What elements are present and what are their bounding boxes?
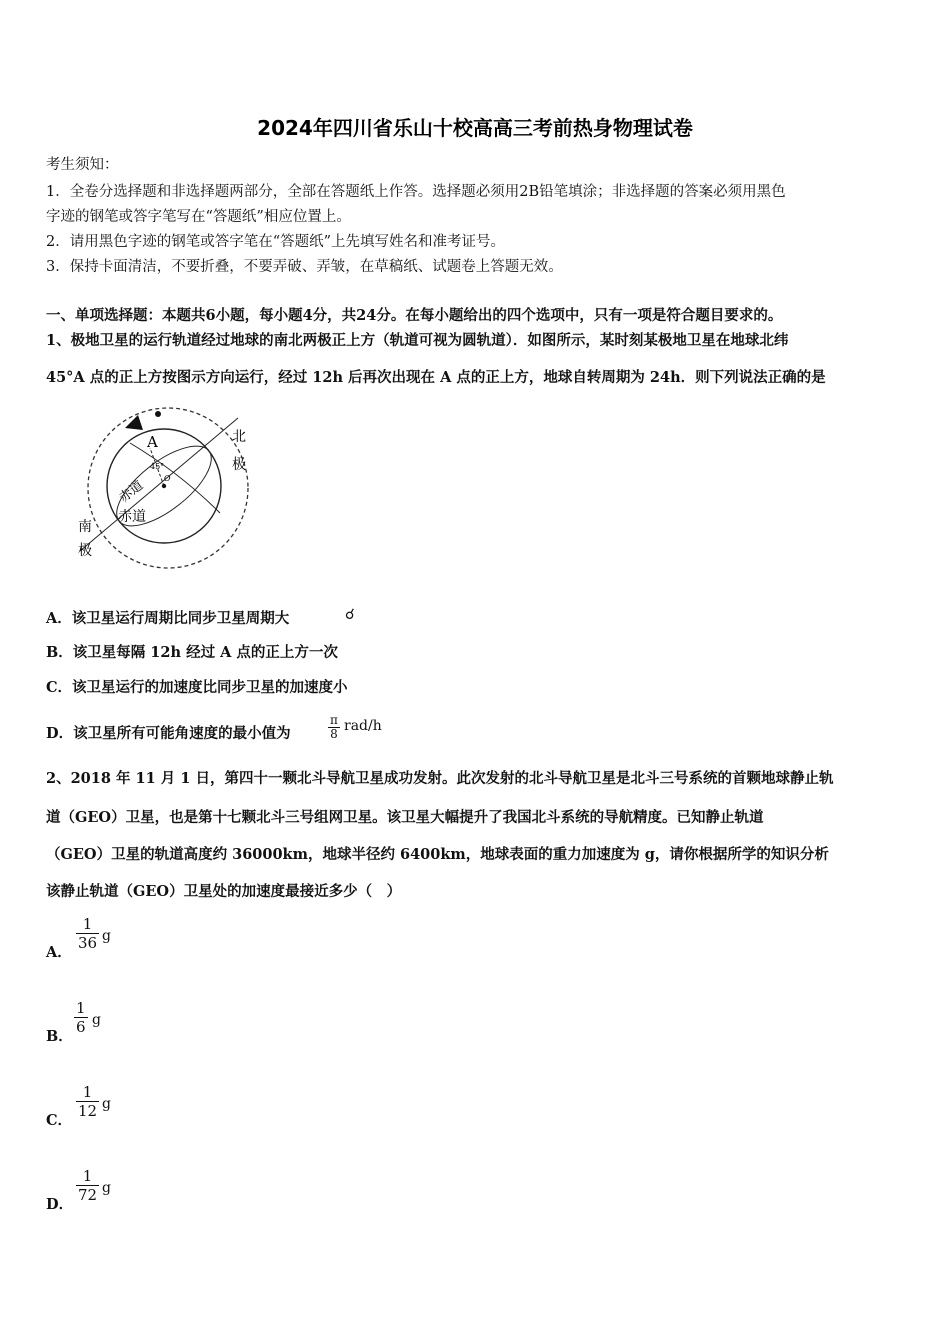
q2-option-d-label: D． — [46, 1196, 74, 1213]
polar-axis — [80, 418, 238, 551]
fraction-denominator: 12 — [78, 1102, 98, 1120]
fraction-numerator: 1 — [76, 999, 86, 1017]
fraction-denominator: 36 — [78, 934, 98, 952]
fraction-numerator: π — [330, 713, 338, 727]
meridian-curve — [130, 443, 220, 513]
notice-line-3: 2．请用黑色字迹的钢笔或答字笔在“答题纸”上先填写姓名和准考证号。 — [46, 234, 506, 250]
fraction-numerator: 1 — [82, 1167, 93, 1185]
q2-option-c-fraction — [76, 1083, 99, 1120]
fraction-denominator: 72 — [78, 1186, 98, 1204]
q2-option-b-fraction — [74, 999, 88, 1036]
satellite-dot — [155, 411, 161, 417]
q2-option-d-fraction — [76, 1167, 99, 1204]
q2-option-a-unit: g — [102, 928, 111, 944]
q1-option-a: A．该卫星运行周期比同步卫星周期大 — [46, 610, 290, 627]
label-o: O — [164, 474, 171, 483]
q2-stem-line-1: 2、2018 年 11 月 1 日，第四十一颗北斗导航卫星成功发射。此次发射的北斗导航卫星是北斗三号系统的首颗地球静止轨 — [46, 770, 834, 787]
q2-option-a-label: A． — [46, 944, 72, 961]
q2-option-c-label: C． — [46, 1112, 73, 1129]
earth-center — [162, 484, 166, 488]
notice-line-2: 字迹的钢笔或答字笔写在“答题纸”相应位置上。 — [46, 209, 351, 225]
label-equator: 赤道 — [118, 509, 146, 525]
section-heading: 一、单项选择题：本题共6小题，每小题4分，共24分。在每小题给出的四个选项中，只有一项是符合题目要求的。 — [46, 307, 783, 324]
label-north-1: 北 — [232, 429, 246, 445]
fraction-denominator: 6 — [76, 1018, 86, 1036]
label-north-2: 极 — [232, 457, 246, 473]
page-title: 2024年四川省乐山十校高高三考前热身物理试卷 — [257, 116, 693, 140]
q1-stem-line-2: 45°A 点的正上方按图示方向运行，经过 12h 后再次出现在 A 点的正上方，地球自转周期为 24h．则下列说法正确的是 — [46, 369, 826, 386]
q2-option-b-unit: g — [92, 1012, 101, 1028]
q1-option-c: C．该卫星运行的加速度比同步卫星的加速度小 — [46, 679, 348, 696]
q2-option-c-unit: g — [102, 1096, 111, 1112]
q1-stem-line-1: 1、极地卫星的运行轨道经过地球的南北两极正上方（轨道可视为圆轨道）．如图所示，某时刻某极地卫星在地球北纬 — [46, 332, 789, 349]
label-angle: 45° — [150, 462, 165, 471]
label-a: A — [147, 433, 158, 451]
q2-option-d-unit: g — [102, 1180, 111, 1196]
label-south-2: 极 — [78, 543, 92, 559]
q1-option-d-fraction — [328, 714, 340, 741]
q2-stem-line-2: 道（GEO）卫星，也是第十七颗北斗三号组网卫星。该卫星大幅提升了我国北斗系统的导航精度。已知静止轨道 — [46, 809, 764, 826]
notice-line-4: 3．保持卡面清洁，不要折叠，不要弄破、弄皱，在草稿纸、试题卷上答题无效。 — [46, 259, 563, 275]
q2-stem-line-4: 该静止轨道（GEO）卫星处的加速度最接近多少（ ） — [46, 883, 402, 900]
q1-option-b: B．该卫星每隔 12h 经过 A 点的正上方一次 — [46, 644, 338, 661]
q2-option-a-fraction — [76, 915, 99, 952]
cursor-icon: ☌ — [345, 607, 355, 623]
notice-line-1: 1．全卷分选择题和非选择题两部分，全部在答题纸上作答。选择题必须用2B铅笔填涂；非选择题的答案必须用黑色 — [46, 184, 786, 200]
satellite-marker — [125, 415, 143, 430]
q1-option-d: D．该卫星所有可能角速度的最小值为 — [46, 725, 291, 742]
fraction-denominator: 8 — [328, 727, 340, 741]
q2-option-b-label: B． — [46, 1028, 73, 1045]
label-equator-plane: 赤道 — [116, 478, 147, 506]
fraction-numerator: 1 — [82, 915, 93, 933]
fraction-numerator: 1 — [82, 1083, 93, 1101]
notice-heading: 考生须知： — [46, 157, 119, 173]
q1-option-d-unit: rad/h — [344, 718, 382, 734]
polar-orbit-figure — [70, 403, 260, 577]
q2-stem-line-3: （GEO）卫星的轨道高度约 36000km，地球半径约 6400km，地球表面的重力加速度为 g，请你根据所学的知识分析 — [46, 846, 829, 863]
label-south-1: 南 — [78, 519, 92, 535]
orbit-circle — [88, 408, 248, 568]
